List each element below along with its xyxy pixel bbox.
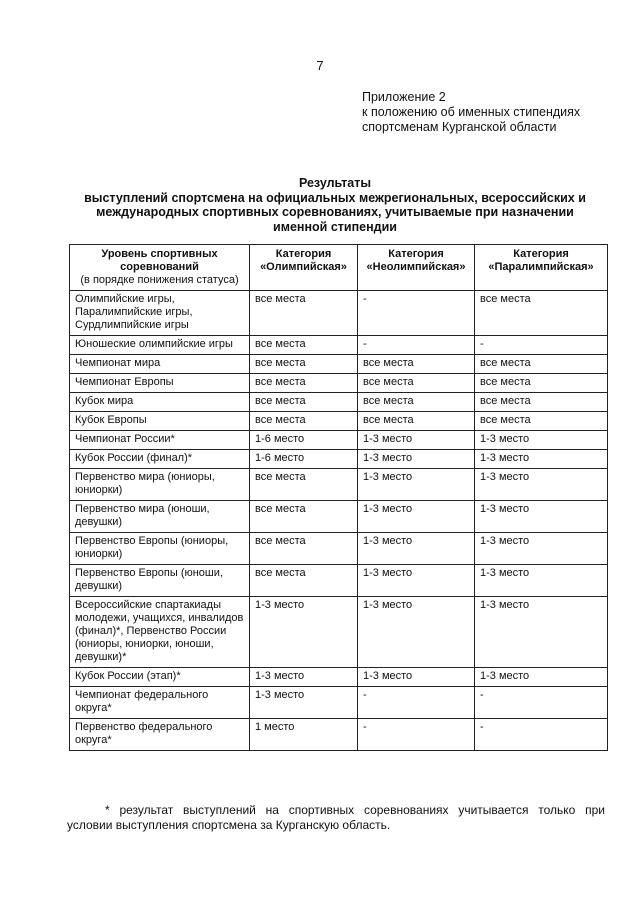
competition-level-cell: Чемпионат федерального округа* — [70, 687, 250, 719]
nonolympic-cell: 1-3 место — [358, 431, 475, 450]
table-row — [70, 374, 608, 393]
nonolympic-cell: - — [358, 719, 475, 751]
paralympic-cell: все места — [475, 393, 608, 412]
nonolympic-cell: 1-3 место — [358, 668, 475, 687]
olympic-cell: 1-3 место — [250, 597, 358, 668]
nonolympic-cell: 1-3 место — [358, 565, 475, 597]
competition-level-cell: Юношеские олимпийские игры — [70, 336, 250, 355]
nonolympic-cell: 1-3 место — [358, 450, 475, 469]
olympic-cell: все места — [250, 355, 358, 374]
competition-level-cell: Олимпийские игры, Паралимпийские игры, Сурдлимпийские игры — [70, 291, 250, 336]
appendix-line: спортсменам Курганской области — [362, 120, 557, 134]
table-row — [70, 412, 608, 431]
olympic-cell: все места — [250, 469, 358, 501]
appendix-line: Приложение 2 — [362, 90, 446, 104]
paralympic-cell: все места — [475, 355, 608, 374]
paralympic-cell: все места — [475, 412, 608, 431]
nonolympic-cell: 1-3 место — [358, 597, 475, 668]
title-line: выступлений спортсмена на официальных межрегиональных, всероссийских и — [84, 190, 586, 205]
competition-level-cell: Чемпионат мира — [70, 355, 250, 374]
competition-level-cell: Первенство мира (юноши, девушки) — [70, 501, 250, 533]
table-row — [70, 687, 608, 719]
footnote — [67, 803, 605, 833]
paralympic-cell: 1-3 место — [475, 450, 608, 469]
competition-level-cell: Кубок России (этап)* — [70, 668, 250, 687]
page-number: 7 — [316, 58, 324, 73]
paralympic-cell: 1-3 место — [475, 469, 608, 501]
olympic-cell: все места — [250, 393, 358, 412]
paralympic-cell: 1-3 место — [475, 501, 608, 533]
olympic-cell: 1-6 место — [250, 450, 358, 469]
paralympic-cell: 1-3 место — [475, 597, 608, 668]
competition-level-cell: Первенство Европы (юниоры, юниорки) — [70, 533, 250, 565]
olympic-cell: 1 место — [250, 719, 358, 751]
nonolympic-cell: - — [358, 291, 475, 336]
appendix-note — [362, 90, 580, 135]
header-olympic — [250, 245, 358, 291]
paralympic-cell: - — [475, 719, 608, 751]
olympic-cell: 1-3 место — [250, 668, 358, 687]
table-row — [70, 565, 608, 597]
table-row — [70, 291, 608, 336]
competition-level-cell: Кубок мира — [70, 393, 250, 412]
table-row — [70, 336, 608, 355]
paralympic-cell: 1-3 место — [475, 533, 608, 565]
olympic-cell: 1-3 место — [250, 687, 358, 719]
title-line: именной стипендии — [273, 219, 397, 234]
header-nonolympic-label: Категория «Неолимпийская» — [366, 248, 466, 273]
nonolympic-cell: все места — [358, 393, 475, 412]
nonolympic-cell: все места — [358, 412, 475, 431]
nonolympic-cell: 1-3 место — [358, 533, 475, 565]
table-row — [70, 597, 608, 668]
table-row — [70, 355, 608, 374]
nonolympic-cell: 1-3 место — [358, 469, 475, 501]
paralympic-cell: все места — [475, 291, 608, 336]
competition-level-cell: Кубок России (финал)* — [70, 450, 250, 469]
header-paralympic-label: Категория «Паралимпийская» — [488, 248, 594, 273]
nonolympic-cell: - — [358, 336, 475, 355]
results-table — [69, 244, 608, 751]
table-body — [70, 291, 608, 751]
olympic-cell: все места — [250, 374, 358, 393]
table-row — [70, 431, 608, 450]
nonolympic-cell: - — [358, 687, 475, 719]
title-heading: Результаты — [298, 176, 372, 190]
header-level-sub: (в порядке понижения статуса) — [80, 274, 239, 286]
document-title — [60, 176, 610, 234]
table-row — [70, 450, 608, 469]
paralympic-cell: 1-3 место — [475, 668, 608, 687]
appendix-line: к положению об именных стипендиях — [362, 105, 581, 119]
table-row — [70, 533, 608, 565]
table-header-row — [70, 245, 608, 291]
olympic-cell: все места — [250, 501, 358, 533]
table-row — [70, 469, 608, 501]
paralympic-cell: - — [475, 336, 608, 355]
competition-level-cell: Кубок Европы — [70, 412, 250, 431]
nonolympic-cell: все места — [358, 374, 475, 393]
header-nonolympic — [358, 245, 475, 291]
olympic-cell: все места — [250, 565, 358, 597]
competition-level-cell: Первенство мира (юниоры, юниорки) — [70, 469, 250, 501]
competition-level-cell: Всероссийские спартакиады молодежи, учащихся, инвалидов (финал)*, Первенство России (юниоры, юниорки, юноши, девушки)* — [70, 597, 250, 668]
olympic-cell: все места — [250, 336, 358, 355]
table-row — [70, 393, 608, 412]
nonolympic-cell: 1-3 место — [358, 501, 475, 533]
olympic-cell: 1-6 место — [250, 431, 358, 450]
olympic-cell: все места — [250, 291, 358, 336]
competition-level-cell: Первенство федерального округа* — [70, 719, 250, 751]
olympic-cell: все места — [250, 412, 358, 431]
paralympic-cell: 1-3 место — [475, 431, 608, 450]
title-line: международных спортивных соревнованиях, учитываемые при назначении — [96, 205, 574, 219]
nonolympic-cell: все места — [358, 355, 475, 374]
header-level — [70, 245, 250, 291]
competition-level-cell: Первенство Европы (юноши, девушки) — [70, 565, 250, 597]
competition-level-cell: Чемпионат Европы — [70, 374, 250, 393]
competition-level-cell: Чемпионат России* — [70, 431, 250, 450]
header-olympic-label: Категория «Олимпийская» — [260, 248, 347, 273]
footnote-line: условии выступления спортсмена за Курганскую область. — [67, 818, 391, 832]
table-row — [70, 668, 608, 687]
header-paralympic — [475, 245, 608, 291]
table-row — [70, 501, 608, 533]
footnote-line: * результат выступлений на спортивных соревнованиях учитывается только при — [105, 803, 605, 817]
paralympic-cell: 1-3 место — [475, 565, 608, 597]
table-row — [70, 719, 608, 751]
header-level-main: Уровень спортивных соревнований — [101, 248, 218, 273]
olympic-cell: все места — [250, 533, 358, 565]
paralympic-cell: - — [475, 687, 608, 719]
paralympic-cell: все места — [475, 374, 608, 393]
